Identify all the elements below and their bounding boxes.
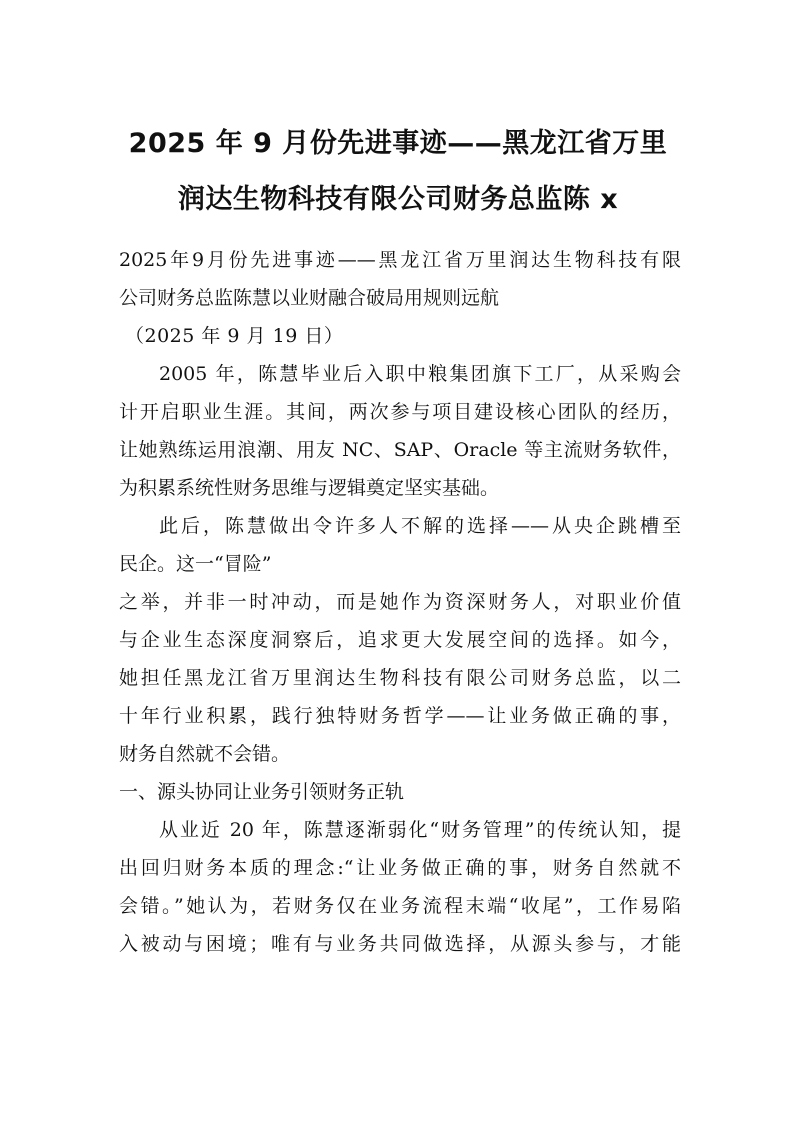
document-body	[119, 241, 681, 963]
date-line	[119, 317, 681, 355]
subtitle-line-2: 公司财务总监陈慧以业财融合破局用规则远航	[119, 287, 500, 309]
paragraph-line: 计开启职业生涯。其间，两次参与项目建设核心团队的经历，	[119, 401, 681, 423]
section-heading-1	[119, 773, 681, 811]
paragraph-line: 财务自然就不会错。	[119, 743, 291, 765]
paragraph-line: 为积累系统性财务思维与逻辑奠定坚实基础。	[119, 477, 500, 499]
paragraph-line: 民企。这一“冒险”	[119, 553, 272, 575]
document-title	[100, 116, 696, 228]
paragraph-line: 会错。”她认为，若财务仅在业务流程末端“收尾”，工作易陷	[119, 895, 681, 917]
paragraph-line: 与企业生态深度洞察后，追求更大发展空间的选择。如今，	[119, 629, 681, 651]
paragraph-line: 此后，陈慧做出令许多人不解的选择——从央企跳槽至	[159, 515, 681, 537]
title-line-2: 润达生物科技有限公司财务总监陈 x	[177, 184, 619, 215]
section-heading: 一、源头协同让业务引领财务正轨	[119, 781, 405, 803]
paragraph-1	[119, 355, 681, 507]
paragraph-3	[119, 583, 681, 773]
subtitle	[119, 241, 681, 317]
paragraph-line: 之举，并非一时冲动，而是她作为资深财务人，对职业价值	[119, 591, 681, 613]
paragraph-line: 让她熟练运用浪潮、用友 NC、SAP、Oracle 等主流财务软件，	[119, 439, 681, 461]
paragraph-line: 2005 年，陈慧毕业后入职中粮集团旗下工厂，从采购会	[159, 363, 681, 385]
paragraph-line: 十年行业积累，践行独特财务哲学——让业务做正确的事，	[119, 705, 681, 727]
paragraph-2	[119, 507, 681, 583]
title-line-1: 2025 年 9 月份先进事迹——黑龙江省万里	[128, 128, 668, 159]
date: （2025 年 9 月 19 日）	[125, 325, 344, 347]
paragraph-line: 入被动与困境；唯有与业务共同做选择，从源头参与，才能	[119, 933, 681, 955]
paragraph-line: 从业近 20 年，陈慧逐渐弱化“财务管理”的传统认知，提	[159, 819, 681, 841]
paragraph-line: 出回归财务本质的理念:“让业务做正确的事，财务自然就不	[119, 857, 681, 879]
paragraph-line: 她担任黑龙江省万里润达生物科技有限公司财务总监，以二	[119, 667, 681, 689]
subtitle-line-1: 2025年9月份先进事迹——黑龙江省万里润达生物科技有限	[119, 249, 681, 271]
paragraph-4	[119, 811, 681, 963]
